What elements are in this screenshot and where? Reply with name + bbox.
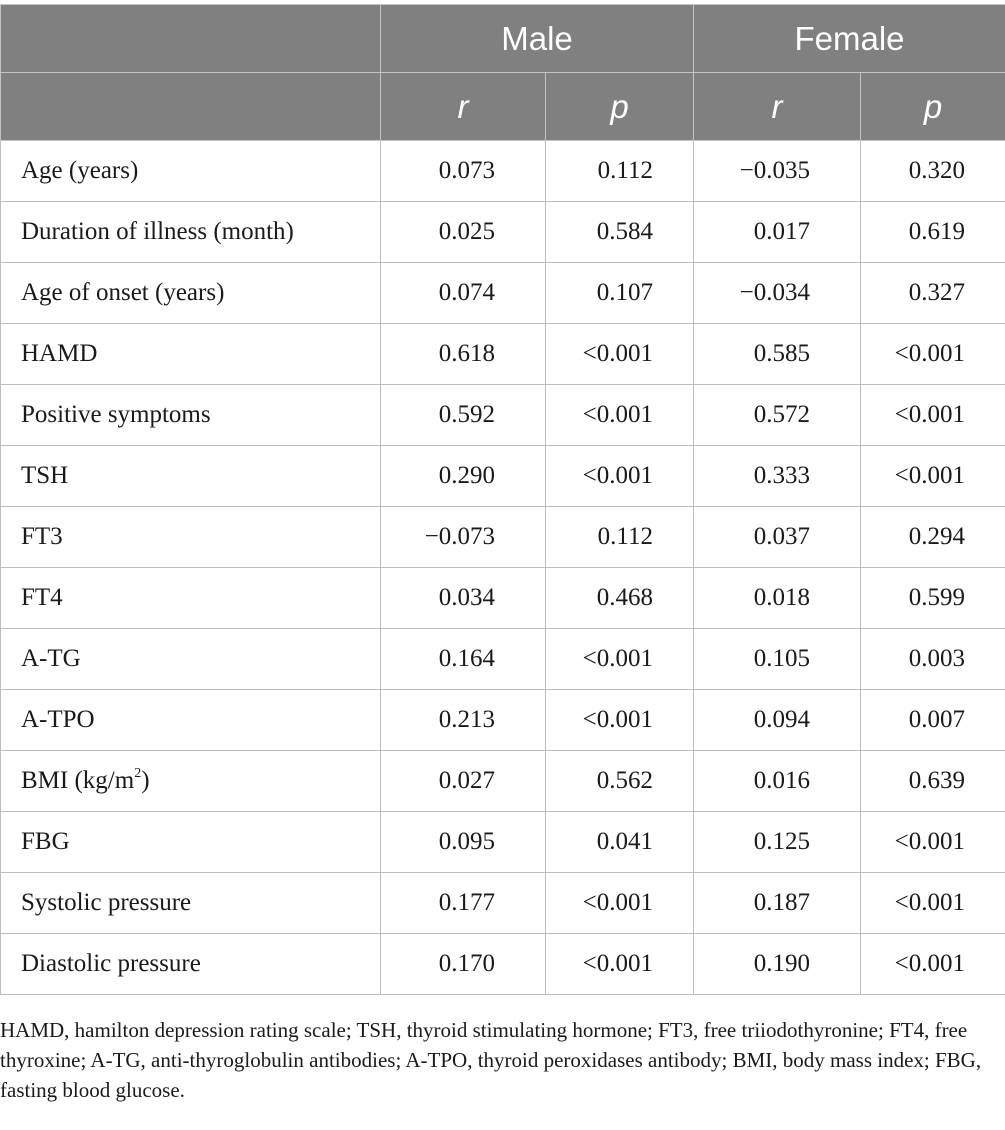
table-row (1, 507, 1005, 568)
male-r-cell: 0.095 (381, 812, 546, 873)
female-p-cell: 0.003 (861, 629, 1005, 690)
female-p-cell: 0.639 (861, 751, 1005, 812)
female-p-cell: 0.294 (861, 507, 1005, 568)
header-female-p: p (861, 73, 1005, 141)
header-row-stats (1, 73, 1005, 141)
female-p-cell: <0.001 (861, 385, 1005, 446)
male-r-cell: −0.073 (381, 507, 546, 568)
row-label-text: Age of onset (years) (21, 279, 225, 306)
male-r-cell: 0.592 (381, 385, 546, 446)
male-p-cell: <0.001 (546, 690, 694, 751)
table-row (1, 873, 1005, 934)
table-row (1, 629, 1005, 690)
male-p-cell: 0.041 (546, 812, 694, 873)
header-row-groups (1, 5, 1005, 73)
row-label-suffix: ) (141, 767, 150, 794)
row-label-text: A-TPO (21, 706, 95, 733)
row-label-text: BMI (kg/m (21, 767, 135, 794)
male-p-cell: <0.001 (546, 446, 694, 507)
female-r-cell: 0.105 (694, 629, 861, 690)
female-p-cell: 0.619 (861, 202, 1005, 263)
row-label (1, 141, 381, 202)
row-label (1, 751, 381, 812)
row-label-text: TSH (21, 462, 69, 489)
header-group-female: Female (694, 5, 1005, 73)
row-label (1, 263, 381, 324)
male-p-cell: 0.584 (546, 202, 694, 263)
female-r-cell: 0.094 (694, 690, 861, 751)
male-p-cell: 0.107 (546, 263, 694, 324)
female-p-cell: <0.001 (861, 324, 1005, 385)
male-r-cell: 0.290 (381, 446, 546, 507)
row-label-text: Systolic pressure (21, 889, 192, 916)
female-r-cell: 0.018 (694, 568, 861, 629)
male-r-cell: 0.213 (381, 690, 546, 751)
table-row (1, 263, 1005, 324)
header-male-p: p (546, 73, 694, 141)
table-header (1, 5, 1005, 141)
female-p-cell: <0.001 (861, 934, 1005, 995)
male-p-cell: <0.001 (546, 873, 694, 934)
row-label (1, 690, 381, 751)
male-p-cell: <0.001 (546, 934, 694, 995)
female-r-cell: 0.585 (694, 324, 861, 385)
row-label (1, 446, 381, 507)
male-r-cell: 0.164 (381, 629, 546, 690)
row-label-text: Duration of illness (month) (21, 218, 294, 245)
table-body (1, 141, 1005, 995)
female-r-cell: 0.572 (694, 385, 861, 446)
row-label-text: A-TG (21, 645, 81, 672)
row-label (1, 873, 381, 934)
row-label (1, 324, 381, 385)
male-r-cell: 0.618 (381, 324, 546, 385)
female-r-cell: 0.125 (694, 812, 861, 873)
table-row (1, 324, 1005, 385)
female-r-cell: 0.333 (694, 446, 861, 507)
row-label-text: HAMD (21, 340, 98, 367)
male-r-cell: 0.177 (381, 873, 546, 934)
table-footnote: HAMD, hamilton depression rating scale; TSH, thyroid stimulating hormone; FT3, free triiodothyronine; FT4, free thyroxine; A-TG, anti-thyroglobulin antibodies; A-TPO, thyroid peroxidases antibody; BMI, body mass index; FBG, fasting blood glucose. (0, 1018, 982, 1102)
row-label-text: Diastolic pressure (21, 950, 201, 977)
table-row (1, 446, 1005, 507)
header-blank-cell (1, 73, 381, 141)
table-row (1, 568, 1005, 629)
table-row (1, 751, 1005, 812)
row-label (1, 812, 381, 873)
row-label-superscript: 2 (134, 765, 142, 781)
female-r-cell: −0.035 (694, 141, 861, 202)
male-p-cell: <0.001 (546, 324, 694, 385)
row-label (1, 507, 381, 568)
row-label (1, 385, 381, 446)
male-r-cell: 0.170 (381, 934, 546, 995)
female-r-cell: 0.017 (694, 202, 861, 263)
female-r-cell: −0.034 (694, 263, 861, 324)
female-p-cell: 0.320 (861, 141, 1005, 202)
female-r-cell: 0.037 (694, 507, 861, 568)
male-p-cell: <0.001 (546, 385, 694, 446)
row-label-text: Positive symptoms (21, 401, 211, 428)
table-row (1, 141, 1005, 202)
header-male-r: r (381, 73, 546, 141)
row-label-text: FT4 (21, 584, 63, 611)
row-label-text: FT3 (21, 523, 63, 550)
male-p-cell: 0.112 (546, 507, 694, 568)
table-row (1, 812, 1005, 873)
male-r-cell: 0.034 (381, 568, 546, 629)
row-label-text: FBG (21, 828, 70, 855)
table-row (1, 934, 1005, 995)
male-p-cell: 0.112 (546, 141, 694, 202)
female-p-cell: 0.599 (861, 568, 1005, 629)
female-r-cell: 0.190 (694, 934, 861, 995)
header-female-r: r (694, 73, 861, 141)
female-p-cell: <0.001 (861, 812, 1005, 873)
male-p-cell: <0.001 (546, 629, 694, 690)
male-p-cell: 0.562 (546, 751, 694, 812)
male-r-cell: 0.025 (381, 202, 546, 263)
row-label (1, 629, 381, 690)
female-p-cell: 0.327 (861, 263, 1005, 324)
table-row (1, 385, 1005, 446)
female-p-cell: <0.001 (861, 873, 1005, 934)
male-p-cell: 0.468 (546, 568, 694, 629)
table-row (1, 202, 1005, 263)
row-label (1, 202, 381, 263)
row-label-text: Age (years) (21, 157, 139, 184)
male-r-cell: 0.073 (381, 141, 546, 202)
correlation-table (0, 4, 1005, 995)
table-row (1, 690, 1005, 751)
female-r-cell: 0.016 (694, 751, 861, 812)
header-group-male: Male (381, 5, 694, 73)
female-p-cell: 0.007 (861, 690, 1005, 751)
row-label (1, 934, 381, 995)
female-r-cell: 0.187 (694, 873, 861, 934)
header-blank-cell (1, 5, 381, 73)
row-label (1, 568, 381, 629)
male-r-cell: 0.074 (381, 263, 546, 324)
male-r-cell: 0.027 (381, 751, 546, 812)
female-p-cell: <0.001 (861, 446, 1005, 507)
